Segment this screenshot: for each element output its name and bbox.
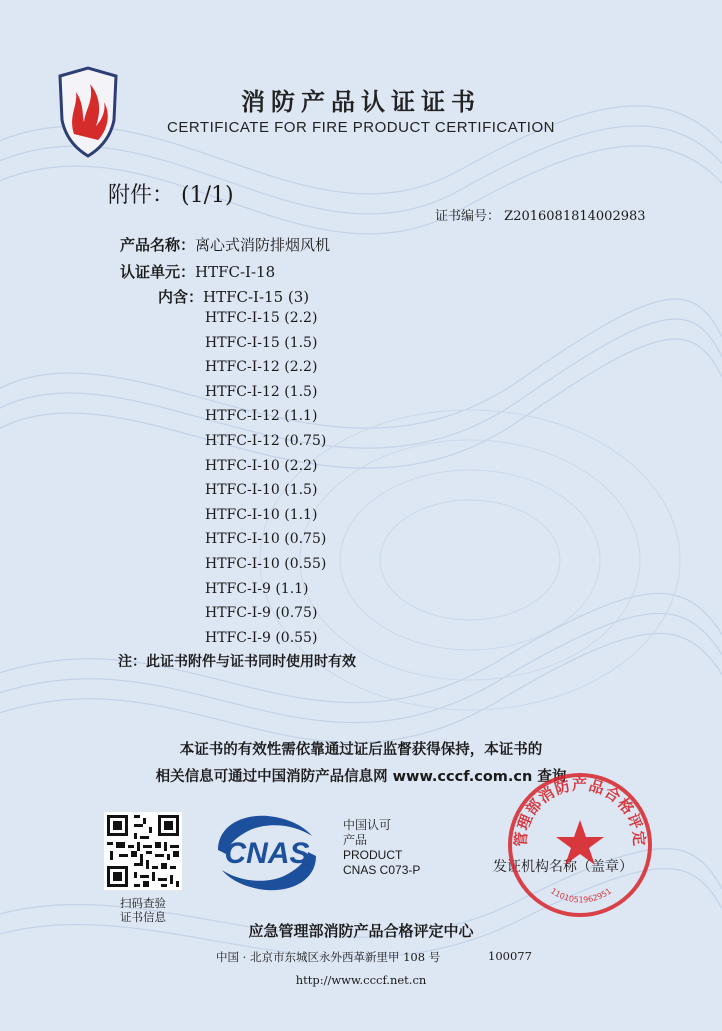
validity-note: 注：此证书附件与证书同时使用时有效 — [118, 654, 356, 670]
attachment-label: 附件： — [108, 183, 175, 208]
cert-number-value: Z2016081814002983 — [504, 209, 646, 224]
cnas-accreditation-text — [343, 818, 420, 878]
list-item: HTFC-I-15 (2.2) — [205, 310, 318, 326]
cert-unit-label: 认证单元： — [120, 263, 196, 281]
cnas-logo-text: CNAS — [224, 837, 310, 870]
product-name-value: 离心式消防排烟风机 — [195, 236, 331, 254]
cnas-logo — [208, 810, 326, 896]
cert-unit-value: HTFC-I-18 — [195, 263, 276, 281]
product-name-label: 产品名称： — [120, 236, 196, 254]
contains-field — [158, 286, 309, 307]
issuer-website[interactable]: http://www.cccf.net.cn — [295, 973, 427, 987]
cnas-line-3: PRODUCT — [343, 848, 403, 862]
qr-caption-line-2: 证书信息 — [120, 910, 166, 924]
qr-caption-line-1: 扫码查验 — [120, 896, 166, 910]
list-item: HTFC-I-9 (0.75) — [205, 605, 318, 622]
certificate-number — [435, 205, 646, 224]
list-item: HTFC-I-10 (2.2) — [205, 457, 318, 474]
contains-first-model: HTFC-I-15 (3) — [203, 288, 310, 306]
cnas-line-4: CNAS C073-P — [343, 863, 421, 877]
issuer-address: 中国 · 北京市东城区永外西革新里甲 108 号 — [216, 950, 441, 964]
list-item: HTFC-I-10 (1.5) — [205, 482, 318, 499]
list-item: HTFC-I-12 (2.2) — [205, 359, 318, 376]
list-item: HTFC-I-10 (0.75) — [205, 531, 327, 548]
stamp-code: 1101051962951 — [548, 886, 614, 905]
verification-qr-code[interactable] — [104, 812, 182, 890]
list-item: HTFC-I-15 (1.5) — [205, 334, 318, 351]
validity-line-2: 相关信息可通过中国消防产品信息网 www.cccf.com.cn 查询 — [155, 769, 567, 785]
attachment-value: (1/1) — [181, 183, 234, 208]
list-item: HTFC-I-9 (1.1) — [205, 580, 309, 597]
issuing-center-name: 应急管理部消防产品合格评定中心 — [248, 922, 474, 940]
svg-text:1101051962951 — [549, 886, 613, 904]
model-list — [205, 310, 326, 654]
attachment-line — [108, 178, 234, 209]
cert-number-label: 证书编号： — [435, 209, 501, 224]
list-item: HTFC-I-12 (1.1) — [205, 408, 318, 425]
cnas-line-2: 产品 — [343, 833, 368, 847]
certificate-title-cn: 消防产品认证证书 — [241, 88, 481, 116]
certificate-title-en: CERTIFICATE FOR FIRE PRODUCT CERTIFICATION — [167, 119, 555, 136]
stamp-text: 管理部消防产品合格评定 — [511, 775, 649, 848]
list-item: HTFC-I-12 (0.75) — [205, 432, 327, 449]
list-item: HTFC-I-9 (0.55) — [205, 629, 318, 646]
cert-unit-field — [120, 261, 275, 282]
cnas-line-1: 中国认可 — [343, 818, 392, 832]
official-red-stamp — [505, 770, 655, 920]
validity-line-1: 本证书的有效性需依靠通过证后监督获得保持，本证书的 — [179, 742, 543, 758]
contains-label: 内含： — [158, 288, 204, 306]
issuer-postcode: 100077 — [488, 949, 532, 963]
list-item: HTFC-I-10 (1.1) — [205, 506, 318, 523]
issuer-label: 发证机构名称（盖章） — [493, 859, 633, 875]
list-item: HTFC-I-10 (0.55) — [205, 555, 327, 572]
product-name-field — [120, 234, 330, 255]
list-item: HTFC-I-12 (1.5) — [205, 383, 318, 400]
